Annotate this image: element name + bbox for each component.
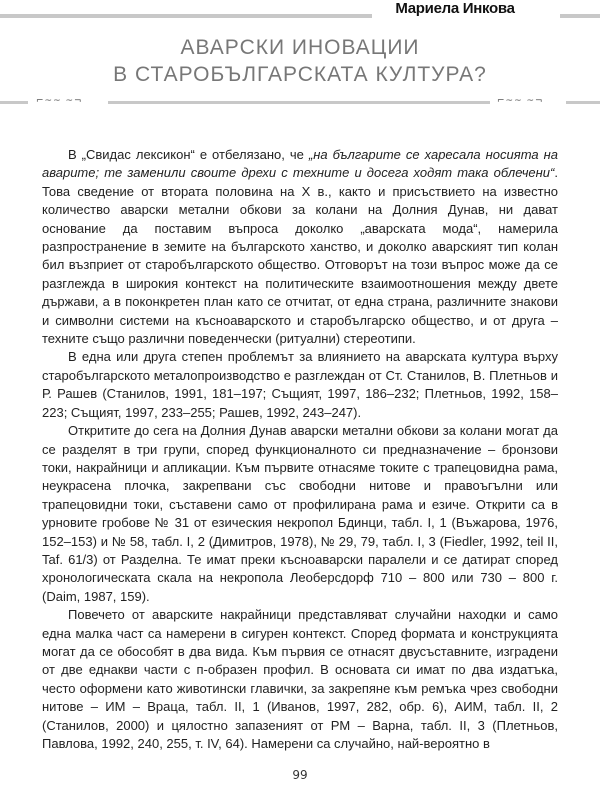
page-content: [42, 0, 558, 783]
title-line-1: АВАРСКИ ИНОВАЦИИ: [180, 36, 420, 59]
ornament-right-icon: ⌐~~ ~¬: [497, 96, 544, 106]
article-body: [42, 146, 558, 753]
title-rule-left: [0, 101, 28, 104]
paragraph-1: [42, 146, 558, 348]
title-line-2: В СТАРОБЪЛГАРСКАТА КУЛТУРА?: [113, 63, 487, 86]
header-rule-right: [560, 14, 600, 18]
title-rule-right: [566, 101, 600, 104]
paragraph-3: Откритите до сега на Долния Дунав аварски метални обкови за колани могат да се разделят в три групи, според функционалното си предназначение – бронзови токи, накрайници и апликации. Към първите отнасяме токите с трапецовидна рама, неукрасена плочка, закрепвани със свободни нитове и правоъгълни или трапецовидни токи, съставени само от профилирана рама и езиче. Открити са в урновите гробове № 31 от езическия некропол Бдинци, табл. I, 1 (Въжарова, 1976, 152–153) и № 58, табл. I, 2 (Димитров, 1978), № 29, 79, табл. I, 3 (Fiedler, 1992, teil II, Taf. 61/3) от Разделна. Те имат преки късноаварски паралели и се датират според хронологическата скала на некропола Леоберсдорф 710 – 800 или 730 – 800 г. (Daim, 1987, 159).: [42, 423, 558, 604]
ornament-left-icon: ⌐~~ ~¬: [36, 96, 83, 106]
paragraph-1-intro: В „Свидас лексикон“ е отбелязано, че: [68, 147, 309, 162]
paragraph-1-quote: „на българите се харесала носията на аварите; те заменили своите дрехи с техните и досега ходят така облечени“: [42, 147, 559, 181]
page-number: 99: [292, 768, 308, 783]
paragraph-4: Повечето от аварските накрайници представляват случайни находки и само една малка част са намерени в сигурен контекст. Според формата и конструкцията могат да се обособят в два вида. Към първия се отнасят двусъставните, изградени от две еднакви части с п-образен профил. В основата си имат по два издатъка, често оформени като животински главички, за закрепяне към ремъка чрез свободни нитове – ИМ – Враца, табл. II, 1 (Иванов, 1997, 282, обр. 6), АИМ, табл. II, 2 (Станилов, 2000) и цялостно запазеният от РМ – Варна, табл. II, 3 (Плетньов, Павлова, 1992, 240, 255, т. IV, 64). Намерени са случайно, най-вероятно в: [42, 607, 558, 751]
paragraph-2: В една или друга степен проблемът за влиянието на аварската култура върху старобългарското металопроизводство е разглеждан от Ст. Станилов, В. Плетньов и Р. Рашев (Станилов, 1991, 181–197; Същият, 1997, 186–232; Плетньов, 1992, 158–223; Същият, 1997, 233–255; Рашев, 1992, 243–247).: [42, 349, 558, 420]
paragraph-1-rest: . Това сведение от втората половина на X в., както и присъствието на известно количество аварски метални обкови за колани на Долния Дунав, ни дават основание да поставим въпроса доколко „аварската мода“, намерила разпространение в земите на българското ханство, и доколко аварският тип колан бил възприет от старобългарското общество. Отговорът на този въпрос може да се разглежда в широкия контекст на политическите взаимоотношения между двете държави, а в поконкретен план като се отчитат, от една страна, различните знакови и символни системи на късноаварското и старобългарско общество, и от друга – техните също различни поведенчески (ритуални) стереотипи.: [42, 165, 558, 347]
running-header-author: Мариела Инкова: [395, 0, 515, 17]
